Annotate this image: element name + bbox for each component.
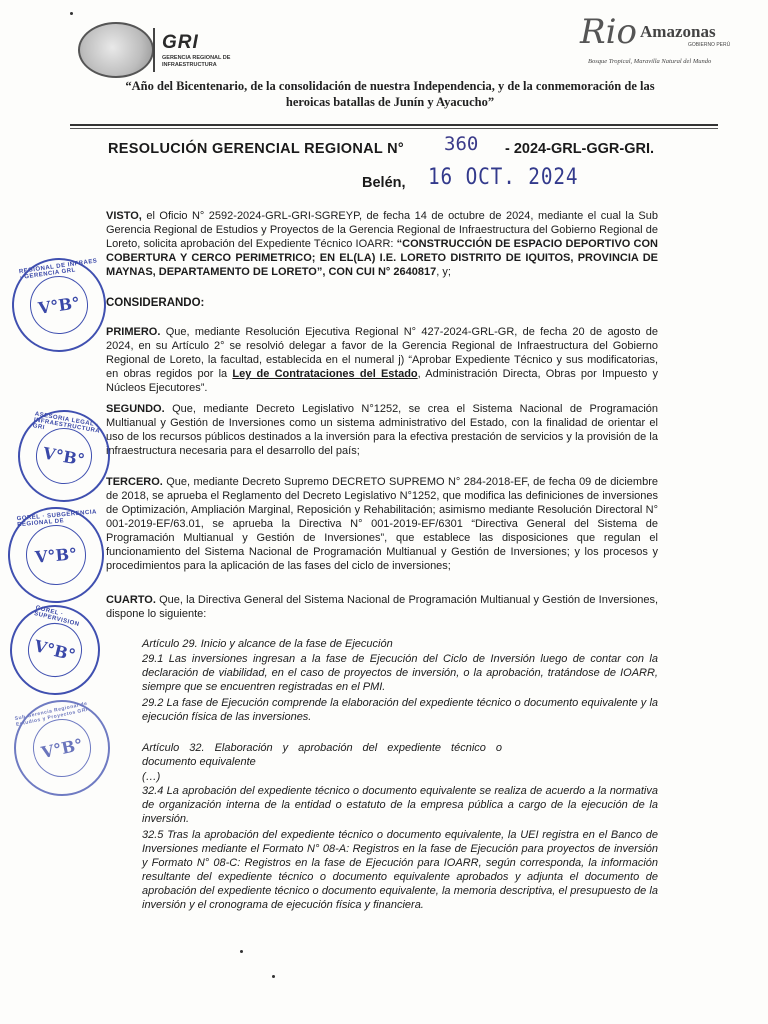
scan-mark (70, 12, 73, 15)
art32-title: Artículo 32. Elaboración y aprobación del expediente técnico o documento equivalente (142, 742, 502, 768)
rio-amazonas-logo-word: Amazonas (640, 22, 716, 41)
scan-mark (272, 975, 275, 978)
cuarto-text: Que, la Directiva General del Sistema Nacional de Programación Multianual y Gestión de Inversiones, dispone lo siguiente: (106, 594, 658, 620)
primero-text-a: Que, mediante Resolución Ejecutiva Regional N° 427-2024-GRL-GR, de fecha 20 de agosto de 2024, en su Artículo 2° se resolvió delegar a favor de la Gerencia Regional de Infraestructura del Gobierno Regional de Loreto, la facultad, establecida en el numeral j) “Aprobar Expediente Técnico y sus modificatorias, en obras regidos por la (106, 326, 658, 380)
header-rule (70, 124, 718, 126)
gri-subtitle: GERENCIA REGIONAL DE INFRAESTRUCTURA (162, 55, 231, 68)
art29-title: Artículo 29. Inicio y alcance de la fase de Ejecución (142, 638, 393, 650)
scan-mark (240, 950, 243, 953)
gorel-logo (78, 22, 154, 78)
visto-paragraph (106, 209, 658, 279)
primero-text-b: , Administración Directa, Obras por Impuesto y Núcleos Ejecutores”. (106, 368, 658, 394)
stamp-4-ring: GOREL · SUPERVISION (33, 605, 80, 629)
quote-ellipsis: (…) (142, 771, 161, 783)
visto-project-name: “CONSTRUCCIÓN DE ESPACIO DEPORTIVO CON COBERTURA Y CERCO PERIMETRICO; EN EL(LA) I.E. LORETO DISTRITO DE IQUITOS, PROVINCIA DE MAYNAS, DEPARTAMENTO DE LORETO”, CON CUI N° 2640817 (106, 238, 658, 278)
visto-label: VISTO, (106, 210, 142, 222)
tercero-paragraph (106, 475, 658, 573)
art29-1: 29.1 Las inversiones ingresan a la fase de Ejecución del Ciclo de Inversión luego de contar con la declaración de viabilidad, en el caso de proyectos de inversión, o la aprobación, tratándose de IOARR, siempre que se encuentren registradas en el PMI. (142, 653, 658, 693)
segundo-text: Que, mediante Decreto Legislativo N°1252, se crea el Sistema Nacional de Programación Multianual y Gestión de Inversiones como un sistema administrativo del Estado, con la finalidad de orientar el uso de los recursos públicos destinados a la inversión para la efectiva prestación de servicios y la provisión de la infraestructura necesaria para el desarrollo del país; (106, 403, 658, 457)
tercero-label: TERCERO. (106, 476, 163, 488)
vobo-stamp-gerencia (6, 252, 112, 358)
gri-logo-text: GRI (162, 32, 199, 53)
vobo-stamp-estudios (5, 691, 119, 805)
date-stamp: 16 OCT. 2024 (428, 165, 579, 190)
vobo-stamp-subgerencia-label: V°B° (23, 522, 88, 587)
header-rule-thin (70, 128, 718, 129)
vobo-stamp-supervision (0, 595, 109, 704)
cuarto-paragraph (106, 593, 658, 621)
vobo-stamp-asesoria-legal (11, 403, 118, 510)
cuarto-label: CUARTO. (106, 594, 156, 606)
art32-5: 32.5 Tras la aprobación del expediente técnico o documento equivalente, la UEI registra en el Banco de Inversiones mediante el Formato N° 08-A: Registros en la fase de Ejecución para proyectos de inversión y Formato N° 08-C: Registros en la fase de Ejecución para IOARR, según corresponda, la información resultante del expediente técnico o documento equivalente aprobados y adjunta el documento de aprobación del expediente técnico o documento equivalente, la memoria descriptiva, el presupuesto de la inversión y el cronograma de ejecución física y financiera. (142, 829, 658, 911)
motto-line-1: “Año del Bicentenario, de la consolidación de nuestra Independencia, y de la conmemoración de las (125, 79, 655, 93)
visto-text-a: el Oficio N° 2592-2024-GRL-GRI-SGREYP, de fecha 14 de octubre de 2024, mediante el cual la Sub Gerencia Regional de Estudios y Proyectos de la Gerencia Regional de Infraestructura del Gobierno Regional de Loreto, solicita aprobación del Expediente Técnico IOARR: (106, 210, 658, 250)
vobo-stamp-supervision-label: V°B° (22, 617, 87, 682)
primero-law-link: Ley de Contrataciones del Estado (232, 368, 418, 380)
stamp-1-ring: REGIONAL DE INFRAES · GERENCIA GRL (18, 258, 98, 282)
considerando-heading: CONSIDERANDO: (106, 297, 205, 309)
segundo-paragraph (106, 402, 658, 458)
rio-amazonas-logo-small: GOBIERNO PERÚ (688, 42, 731, 48)
resolution-title: RESOLUCIÓN GERENCIAL REGIONAL N° (108, 141, 405, 157)
visto-text-c: , y; (436, 266, 451, 278)
stamp-2-ring: ASESORIA LEGAL · INFRAESTRUCTURA GRI (32, 411, 101, 435)
year-motto (60, 78, 720, 110)
stamp-3-ring: GOREL · SUBGERENCIA REGIONAL DE (16, 509, 97, 529)
vobo-stamp-subgerencia (4, 503, 108, 607)
logo-divider (153, 28, 155, 72)
place: Belén, (362, 175, 406, 191)
vobo-stamp-asesoria-label: V°B° (32, 424, 97, 489)
vobo-stamp-estudios-label: V°B° (28, 714, 97, 783)
rio-amazonas-tagline: Bosque Tropical, Maravilla Natural del Mundo (588, 58, 712, 65)
motto-line-2: heroicas batallas de Junín y Ayacucho” (285, 95, 495, 109)
resolution-number: 360 (444, 133, 479, 155)
resolution-suffix: - 2024-GRL-GGR-GRI. (505, 141, 655, 157)
rio-amazonas-logo-script: Rio (580, 12, 637, 52)
primero-paragraph (106, 325, 658, 395)
segundo-label: SEGUNDO. (106, 403, 165, 415)
art29-2: 29.2 La fase de Ejecución comprende la elaboración del expediente técnico o documento equivalente y la ejecución física de las inversiones. (142, 697, 658, 723)
primero-label: PRIMERO. (106, 326, 161, 338)
tercero-text: Que, mediante Decreto Supremo DECRETO SUPREMO N° 284-2018-EF, de fecha 09 de diciembre de 2018, se aprueba el Reglamento del Decreto Legislativo N°1252, que modifica las definiciones de inversiones de Optimización, Ampliación Marginal, Reposición y Rehabilitación; asimismo mediante Resolución Directoral N° 001-2019-EF/63.01, se aprueba la Directiva N° 001-2019-EF/6301 “Directiva General del Sistema de Programación Multianual y Gestión de Inversiones”, que establece las disposiciones que regulan el funcionamiento del Sistema Nacional de Programación Multianual y Gestión de Inversiones; y los procesos y procedimientos para la aplicación de las fases del ciclo de inversiones; (106, 476, 658, 572)
vobo-stamp-gerencia-label: V°B° (26, 272, 92, 338)
stamp-5-ring: Sub Gerencia Regional de Estudios y Proyectos GRI (14, 700, 89, 728)
art32-4: 32.4 La aprobación del expediente técnico o documento equivalente se realiza de acuerdo a la normativa de organización interna de la entidad o estatuto de la empresa pública a cargo de la ejecución de la inversión. (142, 785, 658, 825)
